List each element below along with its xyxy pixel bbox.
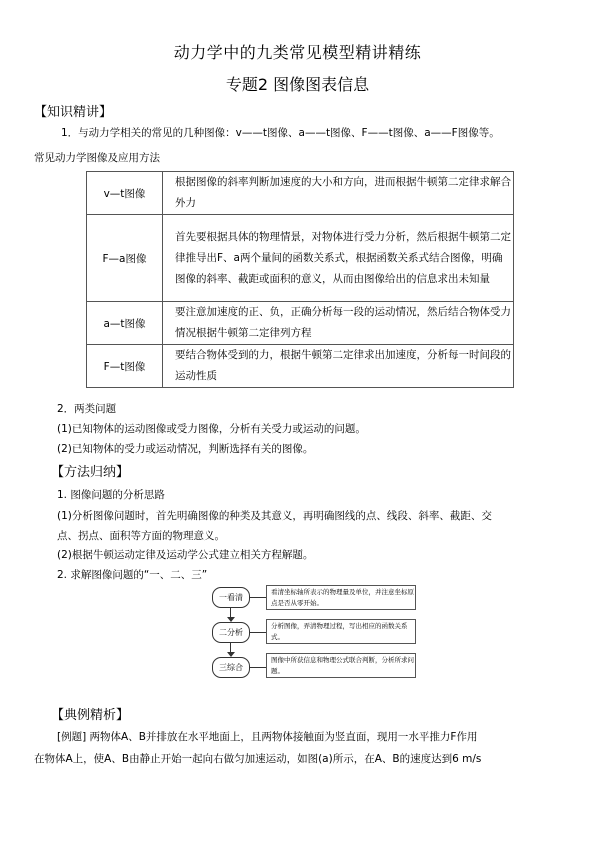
flow-connector (250, 667, 266, 668)
flow-note-2: 分析图像，弄清物理过程，写出相应的函数关系式。 (266, 619, 416, 644)
section-method-heading: 【方法归纳】 (51, 465, 130, 480)
flow-step-2: 二分析 (212, 622, 250, 643)
table-row (87, 172, 514, 215)
example-line-a: [例题] 两物体A、B并排放在水平地面上，且两物体接触面为竖直面，现用一水平推力F作用 (57, 731, 478, 743)
method-2-heading: 2. 求解图像问题的“一、二、三” (57, 569, 208, 581)
table-value-cell: 要结合物体受到的力，根据牛顿第二定律求出加速度，分析每一时间段的运动性质 (163, 345, 514, 388)
table-value-cell: 根据图像的斜率判断加速度的大小和方向，进而根据牛顿第二定律求解合外力 (163, 172, 514, 215)
table-value-cell: 要注意加速度的正、负，正确分析每一段的运动情况，然后结合物体受力情况根据牛顿第二定律列方程 (163, 302, 514, 345)
page-title: 动力学中的九类常见模型精讲精练 (173, 43, 422, 62)
flow-note-1: 看清坐标轴所表示的物理量及单位，并注意坐标原点是否从零开始。 (266, 585, 416, 610)
item-2-1-text: (1)已知物体的运动图像或受力图像，分析有关受力或运动的问题。 (57, 423, 366, 435)
flow-step-3: 三综合 (212, 657, 250, 678)
table-row (87, 345, 514, 388)
flow-connector (250, 597, 266, 598)
example-line-b: 在物体A上，使A、B由静止开始一起向右做匀加速运动，如图(a)所示，在A、B的速度达到6 m/s (34, 753, 482, 765)
section-knowledge-heading: 【知识精讲】 (34, 105, 113, 120)
method-1-heading: 1. 图像问题的分析思路 (57, 489, 165, 501)
table-row (87, 302, 514, 345)
item-2-2-text: (2)已知物体的受力或运动情况，判断选择有关的图像。 (57, 443, 314, 455)
table-key-cell: F—t图像 (87, 345, 163, 388)
item-2-heading: 2．两类问题 (57, 403, 117, 415)
table-value-cell: 首先要根据具体的物理情景，对物体进行受力分析，然后根据牛顿第二定律推导出F、a两个量间的函数关系式，根据函数关系式结合图像，明确图像的斜率、截距或面积的意义，从而由图像给出的信息求出未知量 (163, 215, 514, 302)
section-example-heading: 【典例精析】 (51, 708, 130, 723)
flow-step-1: 一看清 (212, 587, 250, 608)
flow-note-3: 图像中所获信息和物理公式联合判断，分析所求问题。 (266, 653, 416, 678)
method-1-1-line-a: (1)分析图像问题时，首先明确图像的种类及其意义，再明确图线的点、线段、斜率、截距、交 (57, 510, 492, 522)
table-key-cell: a—t图像 (87, 302, 163, 345)
flow-connector (250, 632, 266, 633)
table-row (87, 215, 514, 302)
page-subtitle: 专题2 图像图表信息 (225, 75, 370, 94)
table-key-cell: v—t图像 (87, 172, 163, 215)
analysis-flowchart (212, 585, 417, 679)
table-caption: 常见动力学图像及应用方法 (34, 152, 160, 164)
method-1-1-line-b: 点、拐点、面积等方面的物理意义。 (57, 530, 225, 542)
item-1-text: 1．与动力学相关的常见的几种图像：v——t图像、a——t图像、F——t图像、a——F图像等。 (61, 127, 500, 139)
graph-methods-table (86, 171, 514, 388)
method-1-2-text: (2)根据牛顿运动定律及运动学公式建立相关方程解题。 (57, 549, 314, 561)
table-key-cell: F—a图像 (87, 215, 163, 302)
